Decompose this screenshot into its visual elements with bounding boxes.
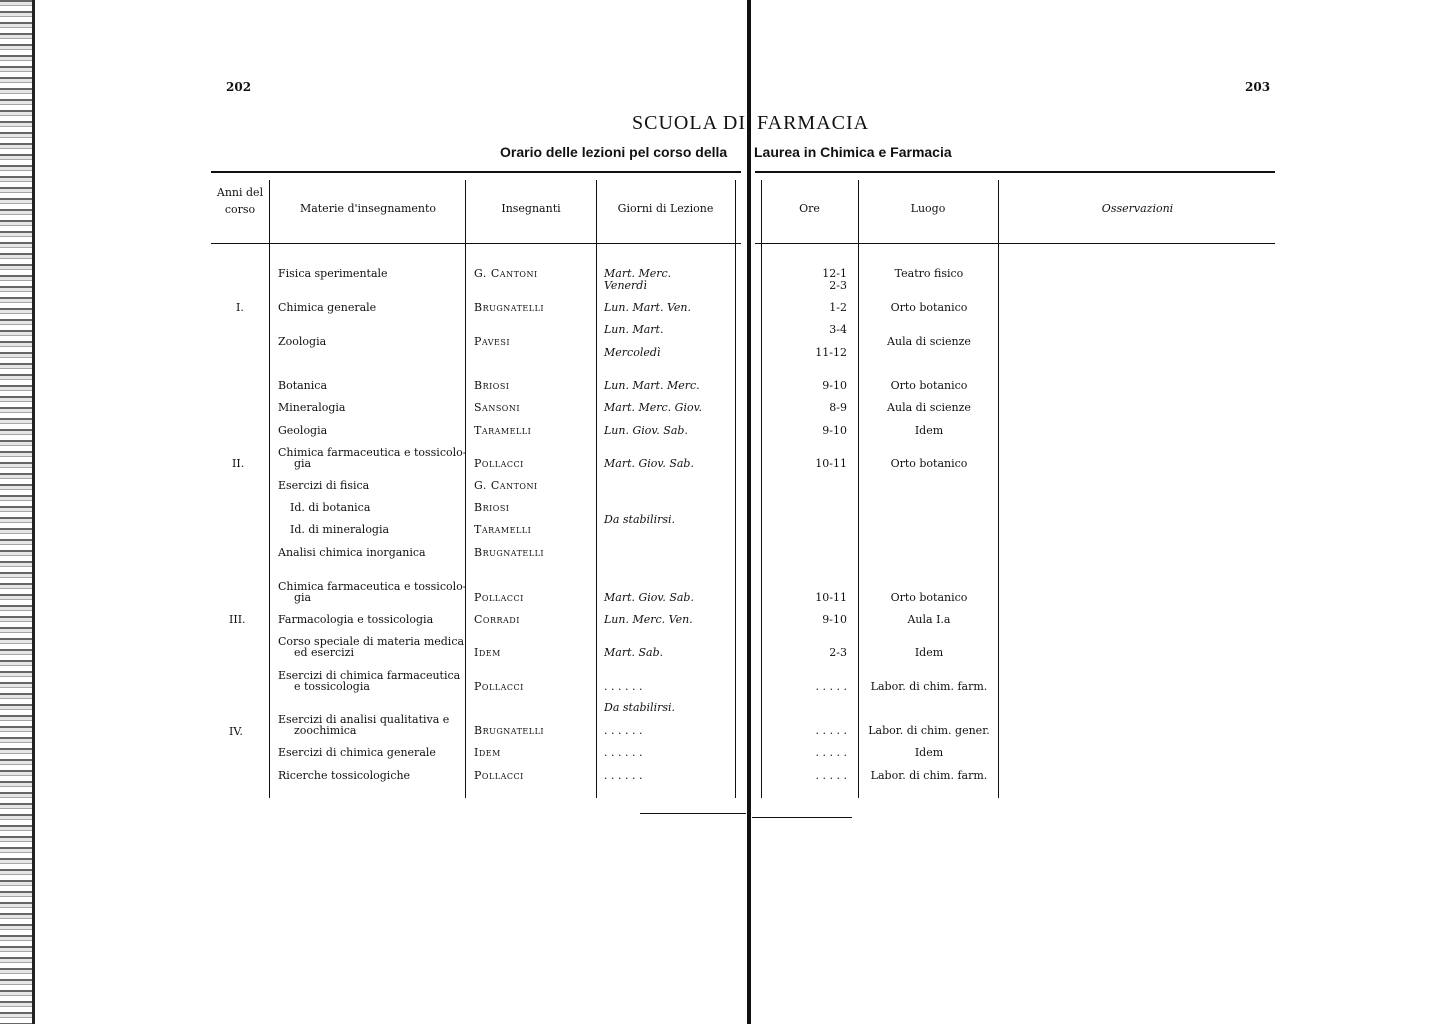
subtitle-left: Orario delle lezioni pel corso della [500,144,728,160]
ore-cell: 9-10 [822,379,847,392]
giorni-cell: Lun. Mart. Ven. [604,301,691,314]
giorni-cell: Mercoledì [604,346,661,359]
insegnante-cell: Briosi [474,501,510,514]
ore-cell: 2-3 [829,279,847,292]
header-rule-left [211,171,741,173]
scan-edge-artifact [0,0,32,1024]
page-number-left: 202 [226,80,252,94]
insegnante-cell: Brugnatelli [474,546,545,559]
giorni-cell: Venerdì [604,279,647,292]
materia-cell: Geologia [278,424,328,437]
giorni-cell: Mart. Sab. [604,646,664,659]
giorni-cell: Mart. Giov. Sab. [604,457,694,470]
luogo-cell: Aula di scienze [887,335,971,348]
header-osservazioni: Osservazioni [1101,202,1174,215]
ore-cell: . . . . . [815,724,847,737]
header-ore: Ore [799,202,820,215]
luogo-cell: Idem [914,424,944,437]
giorni-cell: Mart. Giov. Sab. [604,591,694,604]
materia-cell: gia [294,457,312,470]
luogo-cell: Aula di scienze [887,401,971,414]
insegnante-cell: Idem [474,646,501,659]
materia-cell: Chimica generale [278,301,377,314]
insegnante-cell: Taramelli [474,523,532,536]
ore-cell: 12-1 [822,267,847,280]
column-divider [998,180,999,798]
giorni-cell: Lun. Mart. Merc. [604,379,700,392]
column-divider [858,180,859,798]
insegnante-cell: Pollacci [474,769,524,782]
materia-cell: ed esercizi [294,646,354,659]
luogo-cell: Aula I.a [907,613,951,626]
ore-cell: . . . . . [815,746,847,759]
materia-cell: e tossicologia [294,680,370,693]
luogo-cell: Idem [914,646,944,659]
luogo-cell: Labor. di chim. farm. [870,680,988,693]
ore-cell: 2-3 [829,646,847,659]
materia-cell: Chimica farmaceutica e tossicolo- [278,446,467,459]
header-insegnanti: Insegnanti [501,202,561,215]
header-bottom-rule-left [211,243,741,244]
materia-cell: zoochimica [294,724,357,737]
luogo-cell: Orto botanico [890,301,968,314]
bottom-rule-right [752,817,852,818]
materia-cell: gia [294,591,312,604]
materia-cell: Esercizi di analisi qualitativa e [278,713,450,726]
giorni-cell: Lun. Mart. [604,323,664,336]
ore-cell: 9-10 [822,424,847,437]
header-bottom-rule-right [755,243,1275,244]
giorni-cell: . . . . . . [604,746,643,759]
ore-cell: 8-9 [829,401,847,414]
insegnante-cell: Brugnatelli [474,301,545,314]
title-right: FARMACIA [757,112,870,134]
insegnante-cell: Sansoni [474,401,521,414]
ore-cell: 3-4 [829,323,847,336]
insegnante-cell: Pavesi [474,335,511,348]
materia-cell: Ricerche tossicologiche [278,769,411,782]
luogo-cell: Labor. di chim. gener. [868,724,990,737]
insegnante-cell: Briosi [474,379,510,392]
giorni-cell: . . . . . . [604,680,643,693]
subtitle-right: Laurea in Chimica e Farmacia [754,144,952,160]
page-number-right: 203 [1245,80,1271,94]
luogo-cell: Teatro fisico [894,267,964,280]
column-divider [735,180,736,798]
ore-cell: 1-2 [829,301,847,314]
year-label: III. [229,613,246,626]
materia-cell: Farmacologia e tossicologia [278,613,434,626]
insegnante-cell: G. Cantoni [474,479,538,492]
ore-cell: . . . . . [815,769,847,782]
materia-cell: Esercizi di fisica [278,479,370,492]
giorni-cell: Mart. Merc. Giov. [604,401,703,414]
giorni-cell: Lun. Merc. Ven. [604,613,693,626]
insegnante-cell: Pollacci [474,457,524,470]
ore-cell: 11-12 [815,346,847,359]
luogo-cell: Orto botanico [890,379,968,392]
title-left: SCUOLA DI [632,112,747,134]
materia-cell: Mineralogia [278,401,346,414]
header-materie: Materie d'insegnamento [299,202,437,215]
materia-cell: Id. di mineralogia [290,523,390,536]
materia-cell: Corso speciale di materia medica [278,635,465,648]
bottom-rule-left [640,813,746,814]
year-label: IV. [229,725,243,738]
materia-cell: Chimica farmaceutica e tossicolo- [278,580,467,593]
insegnante-cell: Taramelli [474,424,532,437]
header-anni: Anni del corso [216,186,264,216]
ore-cell: 10-11 [815,591,847,604]
giorni-cell: . . . . . . [604,724,643,737]
materia-cell: Analisi chimica inorganica [278,546,426,559]
year-label: II. [232,457,245,470]
column-divider [596,180,597,798]
column-divider [761,180,762,798]
column-divider [269,180,270,798]
materia-cell: Botanica [278,379,328,392]
luogo-cell: Idem [914,746,944,759]
giorni-cell: . . . . . . [604,769,643,782]
header-luogo: Luogo [910,202,946,215]
giorni-cell: Da stabilirsi. [604,513,676,526]
insegnante-cell: Idem [474,746,501,759]
materia-cell: Id. di botanica [290,501,371,514]
luogo-cell: Orto botanico [890,457,968,470]
materia-cell: Esercizi di chimica generale [278,746,436,759]
giorni-cell: Lun. Giov. Sab. [604,424,688,437]
insegnante-cell: Pollacci [474,591,524,604]
insegnante-cell: Brugnatelli [474,724,545,737]
column-divider [465,180,466,798]
ore-cell: 10-11 [815,457,847,470]
luogo-cell: Orto botanico [890,591,968,604]
scan-edge-line [32,0,35,1024]
giorni-cell: Da stabilirsi. [604,701,676,714]
insegnante-cell: G. Cantoni [474,267,538,280]
book-spine [747,0,751,1024]
insegnante-cell: Corradi [474,613,520,626]
ore-cell: 9-10 [822,613,847,626]
year-label: I. [236,301,244,314]
giorni-cell: Mart. Merc. [604,267,672,280]
header-giorni: Giorni di Lezione [617,202,714,215]
luogo-cell: Labor. di chim. farm. [870,769,988,782]
materia-cell: Fisica sperimentale [278,267,388,280]
ore-cell: . . . . . [815,680,847,693]
materia-cell: Zoologia [278,335,327,348]
insegnante-cell: Pollacci [474,680,524,693]
header-rule-right [755,171,1275,173]
materia-cell: Esercizi di chimica farmaceutica [278,669,461,682]
